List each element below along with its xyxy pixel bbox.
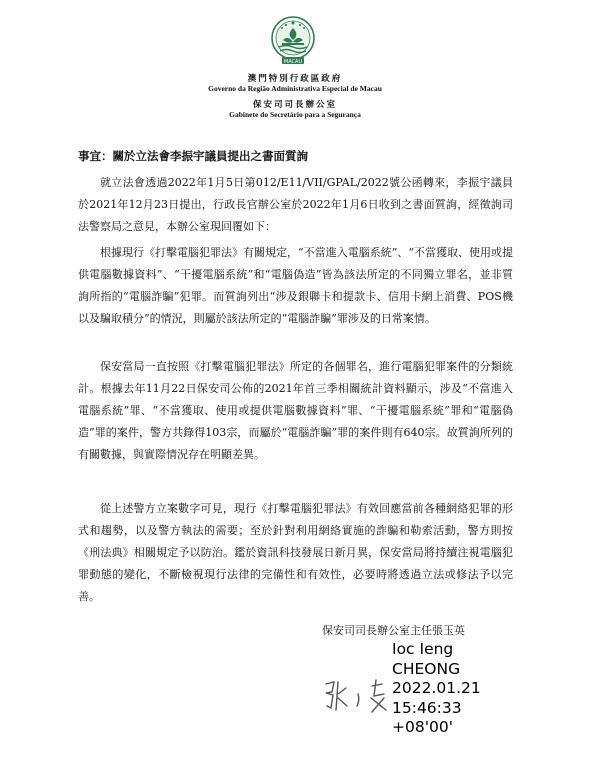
- letter-subject: 事宜：關於立法會李振宇議員提出之書面質詢: [78, 149, 308, 163]
- government-name-pt: Governo da Região Administrativa Especial de Macau: [208, 84, 382, 93]
- signature-date: 2022.01.21: [392, 679, 481, 697]
- paragraph-conclusion: 從上述警方立案數字可見，現行《打擊電腦犯罪法》有效回應當前各種網絡犯罪的形式和趨勢，以及警方執法的需要；至於針對利用網絡實施的詐騙和勒索活動，警方則按《刑法典》相關規定予以防治。鑑於資訊科技發展日新月異，保安當局將持續注視電腦犯罪動態的變化，不斷檢視現行法律的完備性和有效性，必要時將透過立法或修法予以完善。: [78, 502, 513, 603]
- signature-name-line1: Ioc Ieng: [392, 640, 454, 658]
- paragraph-statistics: 保安當局一直按照《打擊電腦犯罪法》所定的各個罪名，進行電腦犯罪案件的分類統計。根據去年11月22日保安司公佈的2021年首三季相關統計資料顯示，涉及“不當進入電腦系統”罪、“不當獲取、使用或提供電腦數據資料”罪、“干擾電腦系統”罪和“電腦偽造”罪的案件，警方共錄得103宗，而屬於“電腦詐騙”罪的案件則有640宗。故質詢所列的有關數據，與實際情況存在明顯差異。: [78, 360, 513, 461]
- signature-time: 15:46:33: [392, 698, 462, 717]
- paragraph-intro: 就立法會透過2022年1月5日第012/E11/VII/GPAL/2022號公函轉來，李振宇議員於2021年12月23日提出，行政長官辦公室於2022年1月6日收到之書面質詢，經徵詢司法警察局之意見，本辦公室現回覆如下：: [78, 176, 513, 233]
- paragraph-legal-basis: 根據現行《打擊電腦犯罪法》有關規定，“不當進入電腦系統”、“不當獲取、使用或提供電腦數據資料”、“干擾電腦系統”和“電腦偽造”皆為該法所定的不同獨立罪名，並非質詢所指的“電腦詐騙”犯罪。而質詢列出“涉及銀聯卡和提款卡、信用卡網上消費、POS機以及騙取積分”的情況，則屬於該法所定的“電腦詐騙”罪涉及的日常案情。: [78, 246, 513, 325]
- signature-timezone: +08'00': [392, 718, 453, 736]
- signer-title: 保安司司長辦公室主任張玉英: [322, 624, 465, 637]
- office-name-pt: Gabinete do Secretário para a Segurança: [229, 110, 361, 119]
- government-name-zh: 澳門特別行政區政府: [247, 74, 343, 84]
- office-name-zh: 保安司司長辦公室: [252, 100, 337, 110]
- macao-sar-emblem-icon: [265, 14, 321, 66]
- digital-signature: [392, 640, 481, 738]
- emblem-caption: MACAU: [283, 59, 303, 65]
- signature-name-line2: CHEONG: [392, 659, 461, 678]
- handwritten-signature-icon: [322, 676, 392, 718]
